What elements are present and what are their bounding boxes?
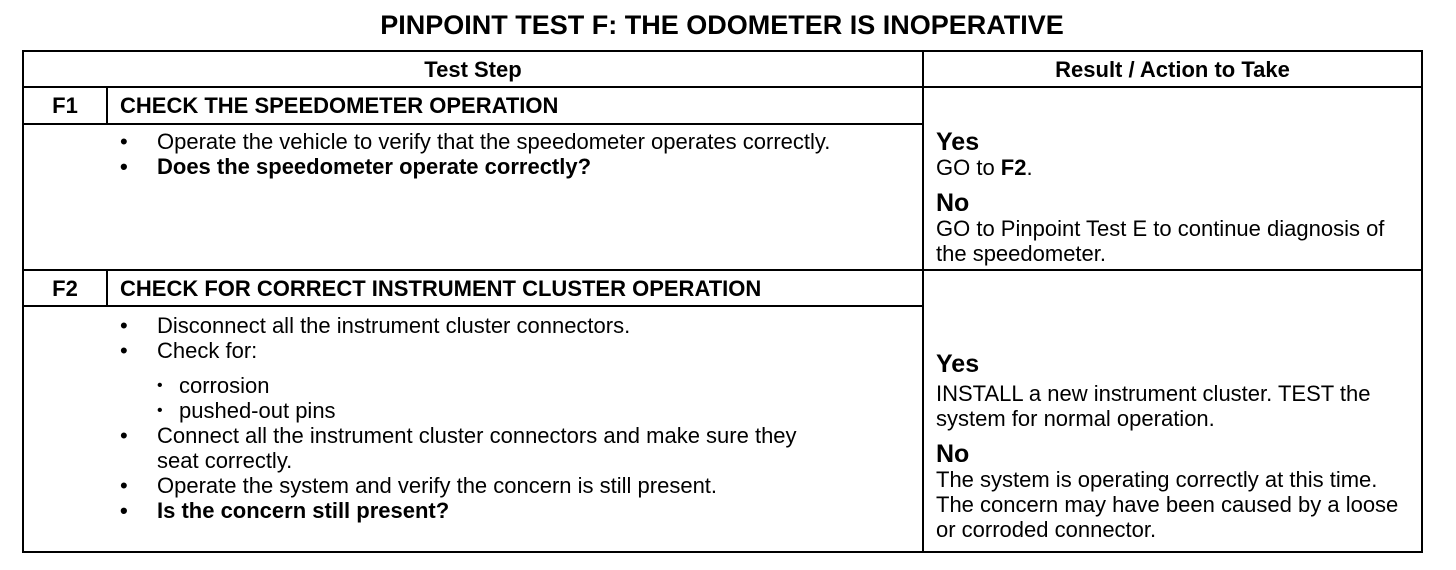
result-yes-text: GO to F2. — [936, 155, 1033, 180]
row-divider — [24, 269, 1421, 271]
header-divider — [24, 86, 1421, 88]
result-yes-label: Yes — [936, 128, 980, 156]
f1-title-divider — [24, 123, 922, 125]
list-item: • Disconnect all the instrument cluster connectors. — [120, 313, 840, 338]
result-no-label: No — [936, 189, 970, 217]
result-yes-text: INSTALL a new instrument cluster. TEST the system for normal operation. — [936, 381, 1371, 431]
list-item: • Operate the system and verify the concern is still present. — [120, 473, 840, 498]
result-f1 — [936, 129, 1416, 266]
step-f2-instructions — [120, 313, 840, 523]
list-item: • Is the concern still present? — [120, 498, 840, 523]
result-no-text: GO to Pinpoint Test E to continue diagnosis of the speedometer. — [936, 216, 1385, 266]
sub-list-item: • corrosion — [157, 373, 840, 398]
header-result: Result / Action to Take — [1055, 57, 1290, 82]
step-title-f1: CHECK THE SPEEDOMETER OPERATION — [120, 93, 559, 118]
step-id-f1: F1 — [52, 93, 78, 118]
page-title: PINPOINT TEST F: THE ODOMETER IS INOPERATIVE — [380, 10, 1064, 40]
list-item: • Does the speedometer operate correctly? — [120, 154, 840, 179]
f2-id-divider — [106, 271, 108, 306]
step-f1-instructions — [120, 129, 840, 179]
list-item: • Check for: — [120, 338, 840, 363]
f2-title-divider — [24, 305, 922, 307]
list-item: • Operate the vehicle to verify that the speedometer operates correctly. — [120, 129, 840, 154]
result-yes-label: Yes — [936, 350, 980, 378]
result-no-text: The system is operating correctly at this time. The concern may have been caused by a loose or corroded connector. — [936, 467, 1399, 542]
column-divider — [922, 52, 924, 551]
list-item: • Connect all the instrument cluster connectors and make sure they seat correctly. — [120, 423, 840, 473]
pinpoint-test-table — [22, 50, 1423, 553]
header-test-step: Test Step — [424, 57, 522, 82]
sub-list-item: • pushed-out pins — [157, 398, 840, 423]
result-no-label: No — [936, 440, 970, 468]
step-id-f2: F2 — [52, 276, 78, 301]
result-f2 — [936, 351, 1416, 542]
step-title-f2: CHECK FOR CORRECT INSTRUMENT CLUSTER OPERATION — [120, 276, 762, 301]
f1-id-divider — [106, 88, 108, 124]
